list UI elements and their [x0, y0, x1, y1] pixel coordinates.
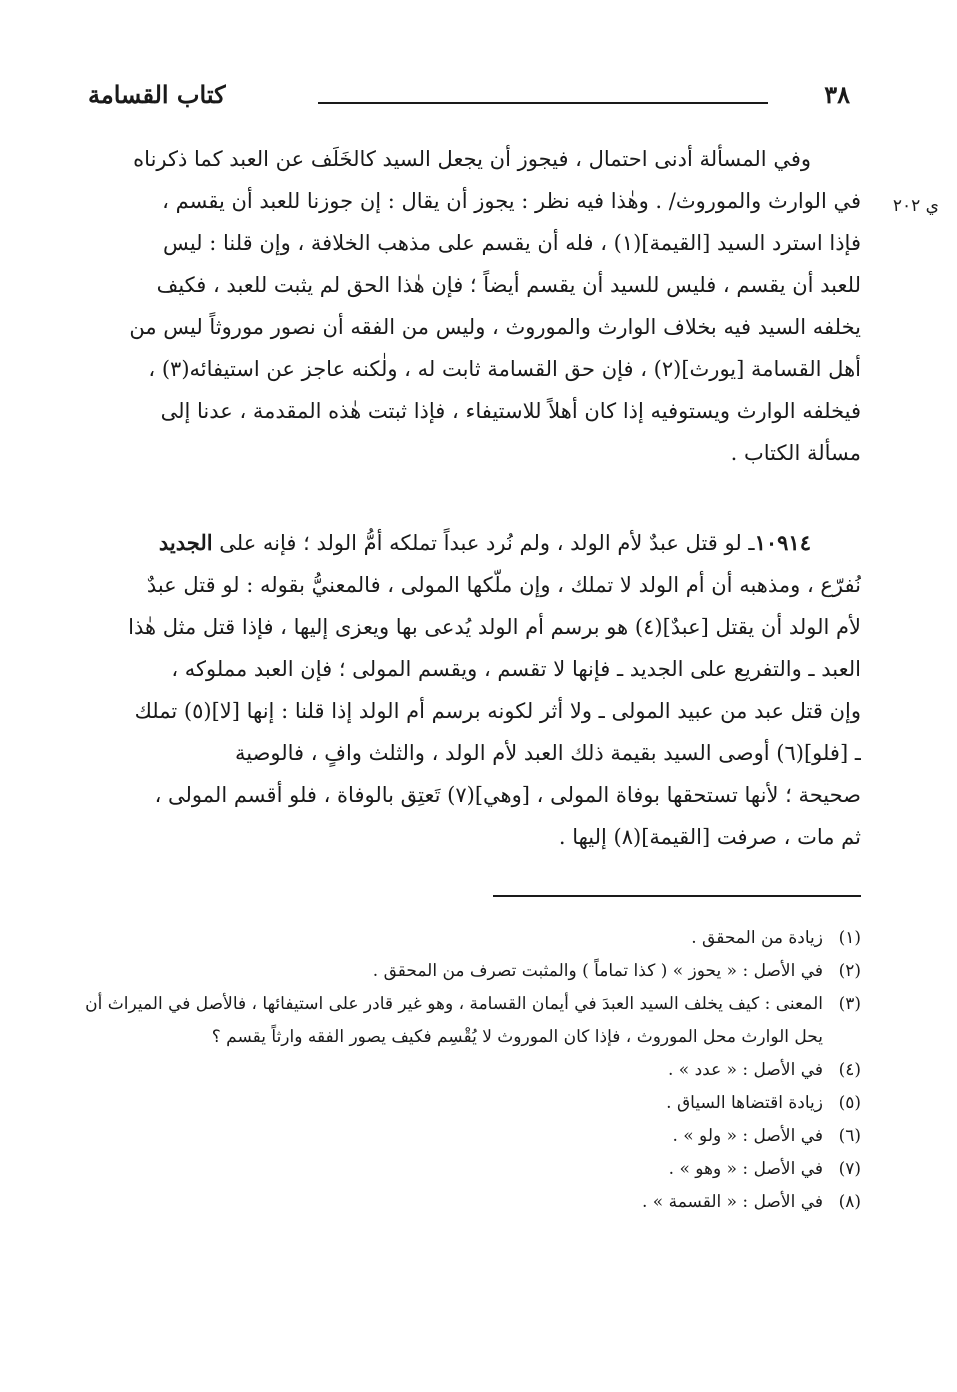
footnote-number: (٧) — [838, 1159, 861, 1179]
footnote-text: المعنى : كيف يخلف السيد العبدَ في أيمان القسامة ، وهو غير قادر على استيفائها ، فالأصل في الميراث أن يحل الوارث محل الموروث ، فإذا كان الموروث لا يُقْسِم فكيف يصور الفقه وارثاً يقسم ؟ — [85, 994, 823, 1047]
footnote-number: (٥) — [838, 1093, 861, 1113]
text-line: نُفرّع ، ومذهبه أن أم الولد لا تملك ، وإن ملّكها المولى ، فالمعنيُّ بقوله : لو قتل عبدٌ — [146, 573, 861, 597]
issue-number: ١٠٩١٤ — [754, 530, 811, 555]
footnote-number: (٦) — [838, 1126, 861, 1146]
footnote-item — [84, 1054, 861, 1087]
footnote-text: في الأصل : « يحوز » ( كذا تماماً ) والمثبت تصرف من المحقق . — [372, 961, 823, 981]
page-number: ٣٨ — [824, 80, 850, 109]
text-line: فإذا استرد السيد [القيمة](١) ، فله أن يقسم على مذهب الخلافة ، وإن قلنا : ليس — [163, 231, 861, 255]
first-line-bold: الجديد — [158, 530, 213, 555]
footnotes — [84, 922, 861, 1219]
text-line: في الوارث والموروث/ . وهٰذا فيه نظر : يجوز أن يقال : إن جوزنا للعبد أن يقسم ، — [162, 189, 861, 213]
text-line: ـ [فلو](٦) أوصى السيد بقيمة ذلك العبد لأم الولد ، والثلث وافٍ ، فالوصية — [234, 741, 861, 765]
footnote-item — [84, 1153, 861, 1186]
footnote-text: في الأصل : « ولو » . — [672, 1126, 823, 1146]
footnote-separator — [493, 895, 861, 897]
footnote-text: في الأصل : « القسمة » . — [642, 1192, 823, 1212]
running-title: كتاب القسامة — [88, 80, 226, 109]
text-line: أهل القسامة [يورث](٢) ، فإن حق القسامة ثابت له ، ولٰكنه عاجز عن استيفائه(٣) ، — [148, 357, 861, 381]
footnote-item — [84, 988, 861, 1054]
footnote-item — [84, 1087, 861, 1120]
text-line: مسألة الكتاب . — [730, 441, 861, 465]
footnote-number: (١) — [838, 928, 861, 948]
first-line-text: ـ لو قتل عبدٌ لأم الولد ، ولم نُرد عبداً تملكه أمُّ الولد ؛ فإنه على — [219, 531, 755, 555]
footnote-number: (٤) — [838, 1060, 861, 1080]
footnote-number: (٢) — [838, 961, 861, 981]
text-line: يخلفه السيد فيه بخلاف الوارث والموروث ، وليس من الفقه أن نصور موروثاً ليس من — [129, 315, 861, 339]
footnote-item — [84, 955, 861, 988]
footnote-text: في الأصل : « عدد » . — [667, 1060, 823, 1080]
paragraph-1 — [84, 138, 861, 474]
margin-note: ي ٢٠٢ — [892, 196, 939, 216]
footnote-item — [84, 922, 861, 955]
text-line: لأم الولد أن يقتل [عبدٌ](٤) هو برسم أم الولد يُدعى بها ويعزى إليها ، فإذا قتل مثل هٰذا — [128, 615, 861, 639]
footnote-number: (٣) — [838, 994, 861, 1014]
footnote-number: (٨) — [838, 1192, 861, 1212]
text-line: العبد ـ والتفريع على الجديد ـ فإنها لا تقسم ، ويقسم المولى ؛ فإن العبد مملوكه ، — [171, 657, 861, 681]
text-line-first — [84, 522, 861, 564]
footnote-item — [84, 1120, 861, 1153]
text-line: وإن قتل عبد من عبيد المولى ـ ولا أثر لكونه برسم أم الولد إذا قلنا : إنها [لا](٥) تملك — [134, 699, 861, 723]
paragraph-2 — [84, 522, 861, 858]
page-header — [88, 80, 868, 120]
text-line: وفي المسألة أدنى احتمال ، فيجوز أن يجعل السيد كالخَلَف عن العبد كما ذكرناه — [133, 147, 811, 171]
text-line: فيخلفه الوارث ويستوفيه إذا كان أهلاً للاستيفاء ، فإذا ثبتت هٰذه المقدمة ، عدنا إلى — [160, 399, 861, 423]
footnote-item — [84, 1186, 861, 1219]
text-line: صحيحة ؛ لأنها تستحقها بوفاة المولى ، [وهي](٧) تَعتِق بالوفاة ، فلو أقسم المولى ، — [154, 783, 861, 807]
footnote-text: زيادة اقتضاها السياق . — [666, 1093, 823, 1113]
text-line: ثم مات ، صرفت [القيمة](٨) إليها . — [558, 825, 861, 849]
text-line: للعبد أن يقسم ، فليس للسيد أن يقسم أيضاً ؛ فإن هٰذا الحق لم يثبت للعبد ، فكيف — [156, 273, 861, 297]
footnote-text: في الأصل : « وهو » . — [668, 1159, 823, 1179]
header-rule — [318, 102, 768, 104]
footnote-text: زيادة من المحقق . — [691, 928, 823, 948]
